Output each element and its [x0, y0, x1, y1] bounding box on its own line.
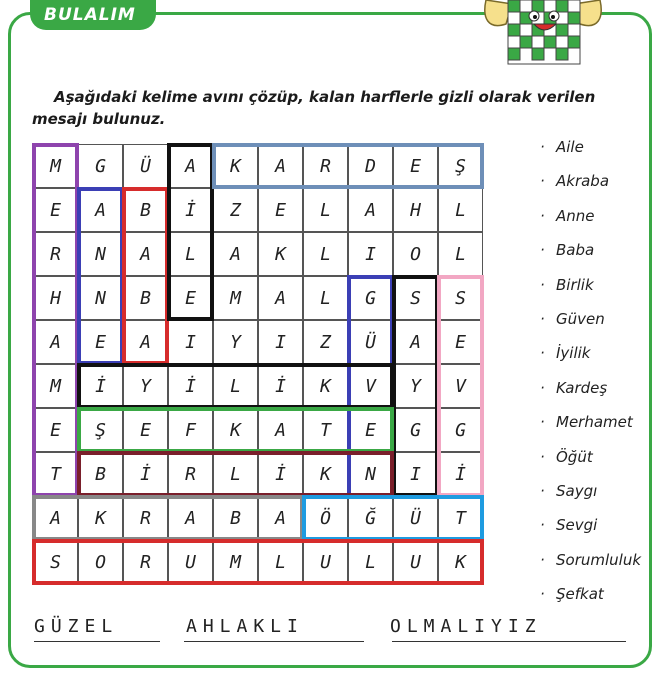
grid-cell: R: [33, 232, 78, 276]
grid-cell: A: [33, 320, 78, 364]
grid-cell: K: [438, 540, 483, 584]
word-label: Saygı: [556, 482, 598, 500]
grid-cell: K: [258, 232, 303, 276]
grid-cell: M: [213, 276, 258, 320]
grid-cell: T: [438, 496, 483, 540]
grid-cell: K: [303, 452, 348, 496]
grid-cell: Ü: [123, 144, 168, 188]
grid-cell: B: [78, 452, 123, 496]
grid-cell: A: [258, 496, 303, 540]
grid-cell: İ: [123, 452, 168, 496]
bullet-icon: ·: [540, 378, 545, 397]
sorumluluk-highlight: [32, 539, 484, 585]
bullet-icon: ·: [540, 550, 545, 569]
grid-cell: Y: [393, 364, 438, 408]
word-list-item: [540, 516, 597, 534]
word-list-item: [540, 379, 607, 397]
grid-cell: A: [33, 496, 78, 540]
grid-cell: E: [33, 408, 78, 452]
grid-cell: A: [258, 276, 303, 320]
bullet-icon: ·: [540, 138, 545, 156]
word-label: Akraba: [556, 172, 610, 191]
grid-cell: L: [213, 364, 258, 408]
grid-cell: L: [438, 188, 483, 232]
grid-cell: H: [393, 188, 438, 232]
grid-cell: R: [123, 496, 168, 540]
grid-cell: Z: [213, 188, 258, 232]
grid-cell: S: [33, 540, 78, 584]
grid-cell: A: [78, 188, 123, 232]
grid-cell: Ö: [303, 496, 348, 540]
grid-cell: T: [303, 408, 348, 452]
answer-word-2: AHLAKLI: [186, 616, 304, 637]
grid-cell: L: [168, 232, 213, 276]
word-list-item: [540, 482, 597, 500]
grid-cell: İ: [438, 452, 483, 496]
grid-cell: Ş: [78, 408, 123, 452]
grid-cell: A: [213, 232, 258, 276]
grid-cell: E: [33, 188, 78, 232]
grid-cell: B: [123, 188, 168, 232]
grid-cell: A: [168, 496, 213, 540]
grid-cell: E: [123, 408, 168, 452]
word-label: Sorumluluk: [556, 550, 642, 569]
word-label: Baba: [556, 241, 595, 260]
grid-cell: Ş: [438, 144, 483, 188]
word-label: Anne: [556, 206, 595, 225]
word-list-item: [540, 207, 595, 225]
grid-cell: V: [348, 364, 393, 408]
sayg-highlight: [392, 275, 439, 497]
grid-cell: G: [348, 276, 393, 320]
merhamet-highlight: [32, 143, 79, 497]
word-list-item: [540, 344, 591, 362]
grid-cell: İ: [258, 364, 303, 408]
answer-word-3: OLMALIYIZ: [390, 616, 542, 637]
sefkat-highlight: [77, 407, 394, 453]
grid-cell: Y: [213, 320, 258, 364]
grid-cell: O: [393, 232, 438, 276]
grid-cell: M: [33, 144, 78, 188]
grid-cell: R: [303, 144, 348, 188]
grid-cell: E: [393, 144, 438, 188]
word-label: Aile: [556, 138, 584, 156]
grid-cell: U: [168, 540, 213, 584]
word-label: Kardeş: [556, 378, 608, 397]
grid-cell: H: [33, 276, 78, 320]
grid-cell: R: [168, 452, 213, 496]
answer-line-3: [392, 641, 626, 643]
grid-cell: Z: [303, 320, 348, 364]
answer-word-1: GÜZEL: [34, 616, 119, 637]
grid-cell: L: [258, 540, 303, 584]
grid-cell: O: [78, 540, 123, 584]
bullet-icon: ·: [540, 310, 545, 328]
baba-highlight: [122, 187, 169, 365]
word-list-item: [540, 551, 641, 569]
bullet-icon: ·: [540, 275, 545, 294]
grid-cell: S: [393, 276, 438, 320]
word-label: İyilik: [556, 344, 591, 363]
grid-cell: M: [213, 540, 258, 584]
grid-cell: I: [393, 452, 438, 496]
ogut-highlight: [302, 495, 484, 541]
bullet-icon: ·: [540, 172, 545, 191]
word-list-item: [540, 276, 594, 294]
grid-cell: A: [393, 320, 438, 364]
word-label: Güven: [556, 310, 605, 328]
grid-cell: L: [438, 232, 483, 276]
iyilik-highlight: [77, 363, 394, 409]
section-tab: [30, 0, 156, 30]
grid-cell: A: [258, 408, 303, 452]
grid-cell: E: [78, 320, 123, 364]
word-label: Merhamet: [556, 413, 633, 432]
birlik-highlight: [77, 451, 394, 497]
grid-cell: A: [123, 320, 168, 364]
word-label: Şefkat: [556, 585, 604, 604]
bullet-icon: ·: [540, 344, 545, 363]
grid-cell: D: [348, 144, 393, 188]
bullet-icon: ·: [540, 241, 545, 260]
aile-highlight: [167, 143, 214, 321]
bullet-icon: ·: [540, 447, 545, 466]
bullet-icon: ·: [540, 585, 545, 604]
word-label: Öğüt: [556, 447, 593, 466]
grid-cell: K: [303, 364, 348, 408]
grid-cell: V: [438, 364, 483, 408]
grid-cell: İ: [168, 188, 213, 232]
grid-cell: K: [78, 496, 123, 540]
grid-cell: B: [213, 496, 258, 540]
section-title: BULALIM: [44, 5, 136, 25]
grid-cell: İ: [258, 452, 303, 496]
grid-cell: U: [303, 540, 348, 584]
grid-cell: I: [168, 320, 213, 364]
word-list-item: [540, 241, 594, 259]
bullet-icon: ·: [540, 516, 545, 535]
instruction-text: [32, 86, 622, 130]
grid-cell: L: [348, 540, 393, 584]
grid-cell: A: [168, 144, 213, 188]
grid-cell: A: [258, 144, 303, 188]
bullet-icon: ·: [540, 482, 545, 500]
grid-cell: E: [348, 408, 393, 452]
word-label: Sevgi: [556, 516, 598, 535]
grid-cell: A: [123, 232, 168, 276]
akraba-highlight: [32, 495, 304, 541]
grid-cell: R: [123, 540, 168, 584]
grid-cell: Ü: [348, 320, 393, 364]
mascot-illustration: [478, 0, 608, 66]
grid-cell: K: [213, 408, 258, 452]
grid-cell: I: [348, 232, 393, 276]
grid-cell: L: [303, 188, 348, 232]
grid-cell: S: [438, 276, 483, 320]
word-list-item: [540, 585, 604, 603]
grid-cell: G: [393, 408, 438, 452]
grid-cell: B: [123, 276, 168, 320]
grid-cell: I: [258, 320, 303, 364]
grid-cell: E: [258, 188, 303, 232]
kardes-highlight: [212, 143, 484, 189]
grid-cell: G: [438, 408, 483, 452]
answer-line-1: [34, 641, 160, 643]
grid-cell: L: [303, 232, 348, 276]
word-list-item: [540, 413, 633, 431]
grid-cell: A: [348, 188, 393, 232]
grid-cell: N: [78, 232, 123, 276]
grid-cell: Y: [123, 364, 168, 408]
grid-cell: E: [168, 276, 213, 320]
word-list-item: [540, 138, 584, 156]
grid-cell: İ: [168, 364, 213, 408]
grid-cell: T: [33, 452, 78, 496]
bullet-icon: ·: [540, 413, 545, 432]
instruction-content: Aşağıdaki kelime avını çözüp, kalan harflerle gizli olarak verilen mesajı bulunuz.: [32, 88, 596, 128]
anne-highlight: [77, 187, 124, 365]
grid-cell: Ğ: [348, 496, 393, 540]
grid-cell: Ü: [393, 496, 438, 540]
word-list-item: [540, 448, 593, 466]
word-label: Birlik: [556, 275, 594, 294]
word-list-item: [540, 172, 609, 190]
grid-cell: L: [303, 276, 348, 320]
grid-cell: U: [393, 540, 438, 584]
answer-line-2: [184, 641, 364, 643]
grid-cell: N: [348, 452, 393, 496]
grid-cell: E: [438, 320, 483, 364]
sevgi-highlight: [437, 275, 484, 497]
grid-cell: G: [78, 144, 123, 188]
word-list-item: [540, 310, 605, 328]
grid-cell: L: [213, 452, 258, 496]
grid-cell: F: [168, 408, 213, 452]
grid-cell: K: [213, 144, 258, 188]
grid-cell: İ: [78, 364, 123, 408]
grid-cell: M: [33, 364, 78, 408]
bullet-icon: ·: [540, 206, 545, 225]
grid-cell: N: [78, 276, 123, 320]
